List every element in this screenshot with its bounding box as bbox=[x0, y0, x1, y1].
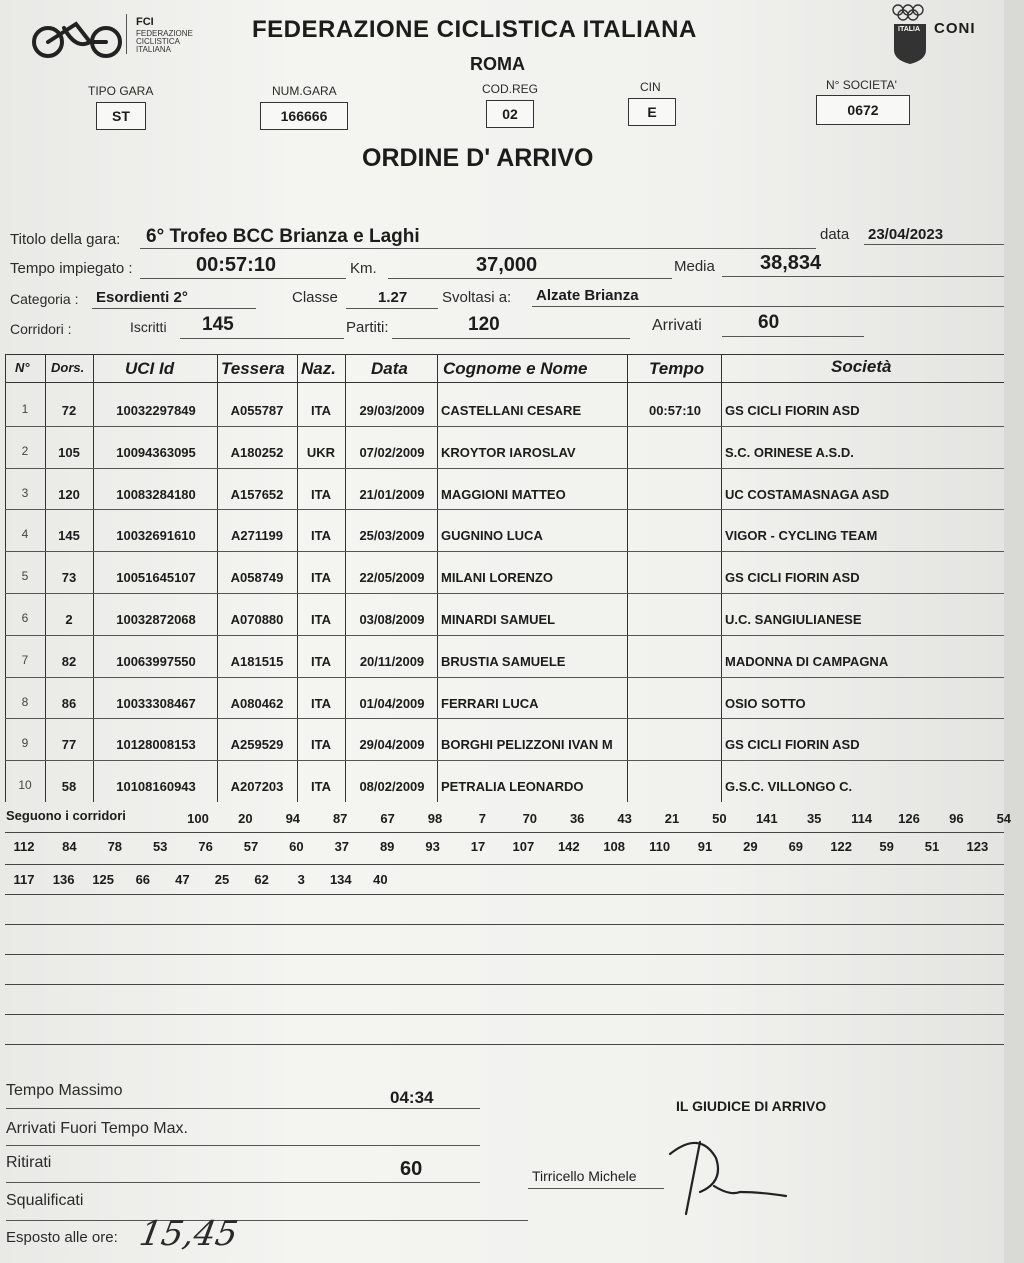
race-partiti: 120 bbox=[468, 314, 500, 335]
cell-birth-date: 21/01/2009 bbox=[359, 486, 425, 502]
col-header-name: Cognome e Nome bbox=[443, 359, 588, 378]
following-rider-number: 62 bbox=[254, 872, 269, 887]
esposto-label: Esposto alle ore: bbox=[6, 1229, 118, 1246]
col-header-pos: N° bbox=[15, 360, 30, 375]
cell-birth-date: 22/05/2009 bbox=[359, 570, 425, 586]
cell-team: G.S.C. VILLONGO C. bbox=[725, 779, 853, 795]
cell-uci-id: 10063997550 bbox=[116, 653, 196, 669]
cell-tessera: A058749 bbox=[230, 570, 284, 586]
following-rider-number: 142 bbox=[557, 839, 580, 854]
cell-pos: 9 bbox=[21, 736, 29, 751]
following-rider-number: 84 bbox=[62, 839, 77, 854]
following-rider-number: 93 bbox=[425, 839, 440, 854]
following-rider-number: 43 bbox=[617, 811, 632, 826]
following-rider-number: 25 bbox=[214, 872, 230, 887]
race-held: Alzate Brianza bbox=[536, 287, 639, 304]
following-rider-number: 50 bbox=[712, 811, 727, 826]
cell-team: GS CICLI FIORIN ASD bbox=[725, 403, 860, 418]
table-row bbox=[5, 468, 1004, 511]
following-rider-number: 67 bbox=[380, 811, 395, 826]
following-rider-number: 21 bbox=[664, 811, 680, 826]
race-km: 37,000 bbox=[476, 254, 538, 276]
following-rider-number: 134 bbox=[329, 872, 352, 887]
cell-time: 00:57:10 bbox=[648, 403, 702, 418]
cod-reg-label: COD.REG bbox=[482, 82, 539, 96]
cell-dors: 145 bbox=[58, 528, 80, 544]
cell-rider-name: CASTELLANI CESARE bbox=[441, 403, 582, 418]
table-row bbox=[5, 384, 1004, 427]
cell-tessera: A070880 bbox=[230, 612, 284, 627]
cell-pos: 7 bbox=[21, 652, 29, 667]
table-row bbox=[5, 551, 1004, 594]
table-row bbox=[5, 677, 1004, 720]
cell-birth-date: 03/08/2009 bbox=[359, 612, 425, 627]
col-header-data: Data bbox=[371, 359, 408, 378]
cell-uci-id: 10094363095 bbox=[116, 444, 196, 460]
time-label: Tempo impiegato : bbox=[10, 260, 133, 277]
cell-team: MADONNA DI CAMPAGNA bbox=[725, 653, 889, 669]
cell-rider-name: BORGHI PELIZZONI IVAN M bbox=[441, 737, 613, 753]
following-rider-number: 96 bbox=[949, 811, 964, 826]
cell-team: GS CICLI FIORIN ASD bbox=[725, 737, 860, 753]
cell-naz: ITA bbox=[311, 695, 331, 711]
cell-pos: 6 bbox=[21, 611, 29, 625]
following-rider-number: 91 bbox=[697, 839, 713, 854]
class-label: Classe bbox=[292, 289, 338, 306]
race-arrivati: 60 bbox=[758, 312, 780, 333]
col-header-tessera: Tessera bbox=[221, 359, 285, 378]
following-rider-number: 3 bbox=[297, 872, 305, 887]
societa-label: N° SOCIETA' bbox=[826, 78, 897, 92]
iscritti-line bbox=[180, 338, 344, 339]
following-rider-number: 112 bbox=[13, 839, 35, 854]
col-header-dors: Dors. bbox=[51, 360, 85, 375]
category-label: Categoria : bbox=[10, 291, 79, 307]
cell-team: S.C. ORINESE A.S.D. bbox=[725, 444, 854, 460]
cell-pos: 4 bbox=[21, 527, 29, 542]
cell-dors: 77 bbox=[61, 737, 77, 753]
city: ROMA bbox=[470, 54, 525, 74]
arrivati-line bbox=[722, 336, 864, 337]
tempo-massimo-label: Tempo Massimo bbox=[6, 1082, 123, 1099]
document-title: ORDINE D' ARRIVO bbox=[362, 144, 594, 172]
following-rider-number: 117 bbox=[13, 872, 35, 887]
cell-naz: ITA bbox=[311, 403, 331, 418]
judge-name: Tirricello Michele bbox=[532, 1168, 637, 1184]
cell-rider-name: BRUSTIA SAMUELE bbox=[441, 653, 566, 669]
km-line bbox=[388, 278, 672, 279]
iscritti-label: Iscritti bbox=[130, 319, 167, 335]
following-rider-number: 47 bbox=[175, 872, 190, 887]
table-row bbox=[5, 760, 1004, 802]
cell-birth-date: 08/02/2009 bbox=[359, 779, 425, 795]
held-line bbox=[532, 306, 1004, 307]
cell-dors: 72 bbox=[61, 403, 77, 418]
cell-birth-date: 29/03/2009 bbox=[359, 403, 425, 418]
race-time: 00:57:10 bbox=[196, 254, 277, 276]
results-table bbox=[5, 354, 1004, 802]
class-line bbox=[346, 308, 438, 309]
cell-rider-name: FERRARI LUCA bbox=[441, 695, 539, 711]
following-rider-number: 78 bbox=[107, 839, 123, 854]
cell-pos: 10 bbox=[18, 778, 32, 793]
cell-tessera: A271199 bbox=[230, 528, 284, 544]
cell-rider-name: MINARDI SAMUEL bbox=[441, 612, 556, 627]
following-rider-number: 126 bbox=[898, 811, 920, 826]
following-rider-number: 7 bbox=[478, 811, 486, 826]
following-rider-number: 70 bbox=[522, 811, 538, 826]
cell-birth-date: 29/04/2009 bbox=[359, 737, 425, 753]
tempo-massimo-value: 04:34 bbox=[390, 1088, 434, 1107]
following-rider-number: 36 bbox=[569, 811, 585, 826]
fci-logo-icon bbox=[28, 14, 128, 62]
ritirati-label: Ritirati bbox=[6, 1154, 52, 1171]
cell-dors: 82 bbox=[61, 653, 77, 669]
cell-tessera: A080462 bbox=[230, 695, 284, 711]
logo-divider bbox=[126, 14, 127, 54]
following-rider-number: 141 bbox=[755, 811, 778, 826]
following-rider-number: 53 bbox=[152, 839, 168, 854]
cell-rider-name: GUGNINO LUCA bbox=[441, 528, 543, 544]
coni-text: CONI bbox=[934, 20, 976, 37]
italia-text: ITALIA bbox=[898, 26, 921, 33]
federation-title: FEDERAZIONE CICLISTICA ITALIANA bbox=[252, 16, 697, 43]
following-label: Seguono i corridori bbox=[6, 808, 126, 823]
km-label: Km. bbox=[350, 260, 377, 277]
cell-rider-name: PETRALIA LEONARDO bbox=[441, 779, 584, 795]
cell-birth-date: 25/03/2009 bbox=[359, 528, 425, 544]
coni-logo-icon bbox=[890, 2, 934, 66]
race-category: Esordienti 2° bbox=[96, 289, 188, 306]
cell-uci-id: 10083284180 bbox=[116, 486, 196, 502]
following-rider-number: 37 bbox=[334, 839, 350, 854]
cin-label: CIN bbox=[640, 80, 661, 94]
cell-rider-name: KROYTOR IAROSLAV bbox=[441, 444, 576, 460]
cell-tessera: A055787 bbox=[230, 403, 284, 418]
cell-pos: 8 bbox=[21, 694, 29, 709]
cell-tessera: A181515 bbox=[230, 653, 284, 669]
following-rider-number: 76 bbox=[198, 839, 213, 854]
following-rider-number: 125 bbox=[92, 872, 115, 887]
cell-naz: ITA bbox=[311, 570, 331, 586]
cell-birth-date: 01/04/2009 bbox=[359, 695, 425, 711]
race-iscritti: 145 bbox=[202, 314, 234, 335]
cell-team: U.C. SANGIULIANESE bbox=[725, 612, 862, 627]
cell-naz: ITA bbox=[311, 528, 331, 544]
cell-dors: 58 bbox=[61, 779, 77, 795]
following-rider-number: 123 bbox=[966, 839, 989, 854]
cell-naz: ITA bbox=[311, 486, 331, 502]
held-label: Svoltasi a: bbox=[442, 289, 512, 306]
cell-birth-date: 07/02/2009 bbox=[359, 444, 425, 460]
following-rider-number: 122 bbox=[830, 839, 853, 854]
following-rider-number: 59 bbox=[879, 839, 894, 854]
following-rider-number: 98 bbox=[427, 811, 443, 826]
following-rider-number: 17 bbox=[470, 839, 486, 854]
arrivati-label: Arrivati bbox=[652, 317, 702, 334]
following-rider-number: 114 bbox=[851, 811, 873, 826]
cell-pos: 3 bbox=[21, 485, 29, 500]
following-rider-number: 60 bbox=[289, 839, 304, 854]
cell-tessera: A180252 bbox=[230, 444, 284, 460]
cell-birth-date: 20/11/2009 bbox=[359, 653, 425, 669]
num-gara-box: 166666 bbox=[260, 102, 348, 130]
cell-tessera: A157652 bbox=[230, 486, 284, 502]
cell-naz: ITA bbox=[311, 779, 331, 795]
cell-uci-id: 10033308467 bbox=[116, 695, 196, 711]
category-line bbox=[92, 308, 256, 309]
cell-dors: 73 bbox=[61, 570, 77, 586]
riders-label: Corridori : bbox=[10, 321, 72, 337]
following-rider-number: 66 bbox=[135, 872, 151, 887]
cell-dors: 120 bbox=[58, 486, 80, 502]
cell-team: VIGOR - CYCLING TEAM bbox=[725, 528, 878, 544]
partiti-label: Partiti: bbox=[346, 319, 389, 336]
cell-team: GS CICLI FIORIN ASD bbox=[725, 570, 860, 586]
cell-team: OSIO SOTTO bbox=[725, 695, 806, 711]
cell-naz: UKR bbox=[306, 444, 336, 460]
col-header-tempo: Tempo bbox=[649, 359, 705, 378]
race-title: 6° Trofeo BCC Brianza e Laghi bbox=[146, 226, 420, 247]
following-rider-number: 69 bbox=[788, 839, 804, 854]
esposto-value: 15,45 bbox=[136, 1214, 241, 1254]
following-rider-number: 87 bbox=[332, 811, 348, 826]
cell-naz: ITA bbox=[311, 737, 331, 753]
following-rider-number: 51 bbox=[924, 839, 940, 854]
cell-rider-name: MILANI LORENZO bbox=[441, 570, 553, 586]
cell-uci-id: 10032297849 bbox=[116, 403, 196, 418]
cell-pos: 2 bbox=[21, 443, 29, 458]
cell-dors: 2 bbox=[65, 612, 73, 627]
date-label: data bbox=[820, 226, 850, 243]
tipo-gara-label: TIPO GARA bbox=[88, 84, 154, 98]
judge-signature-icon bbox=[660, 1130, 800, 1220]
following-rider-number: 29 bbox=[743, 839, 758, 854]
cell-uci-id: 10128008153 bbox=[116, 737, 196, 753]
squalificati-label: Squalificati bbox=[6, 1192, 84, 1209]
num-gara-label: NUM.GARA bbox=[272, 84, 337, 98]
col-header-uci: UCI Id bbox=[125, 359, 175, 378]
fci-long: FEDERAZIONE CICLISTICA ITALIANA bbox=[136, 29, 193, 54]
fuori-tempo-label: Arrivati Fuori Tempo Max. bbox=[6, 1120, 188, 1137]
cell-uci-id: 10032872068 bbox=[116, 612, 196, 627]
societa-box: 0672 bbox=[816, 95, 910, 125]
cell-pos: 1 bbox=[21, 402, 29, 416]
table-row bbox=[5, 509, 1004, 552]
following-rider-number: 35 bbox=[806, 811, 822, 826]
race-media: 38,834 bbox=[760, 252, 822, 274]
media-label: Media bbox=[674, 258, 715, 275]
following-rider-number: 107 bbox=[512, 839, 535, 854]
cell-pos: 5 bbox=[21, 569, 29, 584]
time-line bbox=[140, 278, 346, 279]
cell-dors: 105 bbox=[58, 444, 80, 460]
media-line bbox=[722, 276, 1004, 277]
col-header-naz: Naz. bbox=[301, 359, 336, 378]
cell-rider-name: MAGGIONI MATTEO bbox=[441, 486, 566, 502]
table-row bbox=[5, 593, 1004, 636]
following-rider-number: 100 bbox=[187, 811, 209, 826]
race-class: 1.27 bbox=[378, 289, 408, 306]
following-rider-number: 136 bbox=[52, 872, 75, 887]
cell-uci-id: 10051645107 bbox=[116, 570, 196, 586]
fci-short: FCI bbox=[136, 16, 154, 28]
cell-tessera: A259529 bbox=[230, 737, 284, 753]
following-rider-number: 40 bbox=[373, 872, 388, 887]
race-date: 23/04/2023 bbox=[868, 226, 944, 243]
cod-reg-box: 02 bbox=[486, 100, 534, 128]
following-rider-number: 57 bbox=[243, 839, 259, 854]
date-line bbox=[864, 244, 1004, 245]
ritirati-value: 60 bbox=[400, 1158, 423, 1180]
cell-team: UC COSTAMASNAGA ASD bbox=[725, 486, 890, 502]
partiti-line bbox=[392, 338, 630, 339]
following-rider-number: 108 bbox=[603, 839, 626, 854]
race-title-line bbox=[140, 248, 816, 249]
race-title-label: Titolo della gara: bbox=[10, 231, 121, 248]
following-rider-number: 20 bbox=[238, 811, 253, 826]
cell-naz: ITA bbox=[311, 612, 331, 627]
col-header-societa: Società bbox=[831, 357, 892, 376]
table-row bbox=[5, 426, 1004, 469]
cell-dors: 86 bbox=[61, 695, 77, 711]
table-row bbox=[5, 718, 1004, 761]
judge-title: IL GIUDICE DI ARRIVO bbox=[676, 1098, 827, 1114]
cell-uci-id: 10032691610 bbox=[116, 528, 196, 544]
cell-naz: ITA bbox=[311, 653, 331, 669]
tipo-gara-box: ST bbox=[96, 102, 146, 130]
following-rider-number: 54 bbox=[996, 811, 1012, 826]
cin-box: E bbox=[628, 98, 676, 126]
table-row bbox=[5, 635, 1004, 678]
following-rider-number: 110 bbox=[649, 839, 671, 854]
following-rider-number: 94 bbox=[285, 811, 301, 826]
following-rider-number: 89 bbox=[379, 839, 395, 854]
cell-tessera: A207203 bbox=[230, 779, 284, 795]
cell-uci-id: 10108160943 bbox=[116, 779, 196, 795]
